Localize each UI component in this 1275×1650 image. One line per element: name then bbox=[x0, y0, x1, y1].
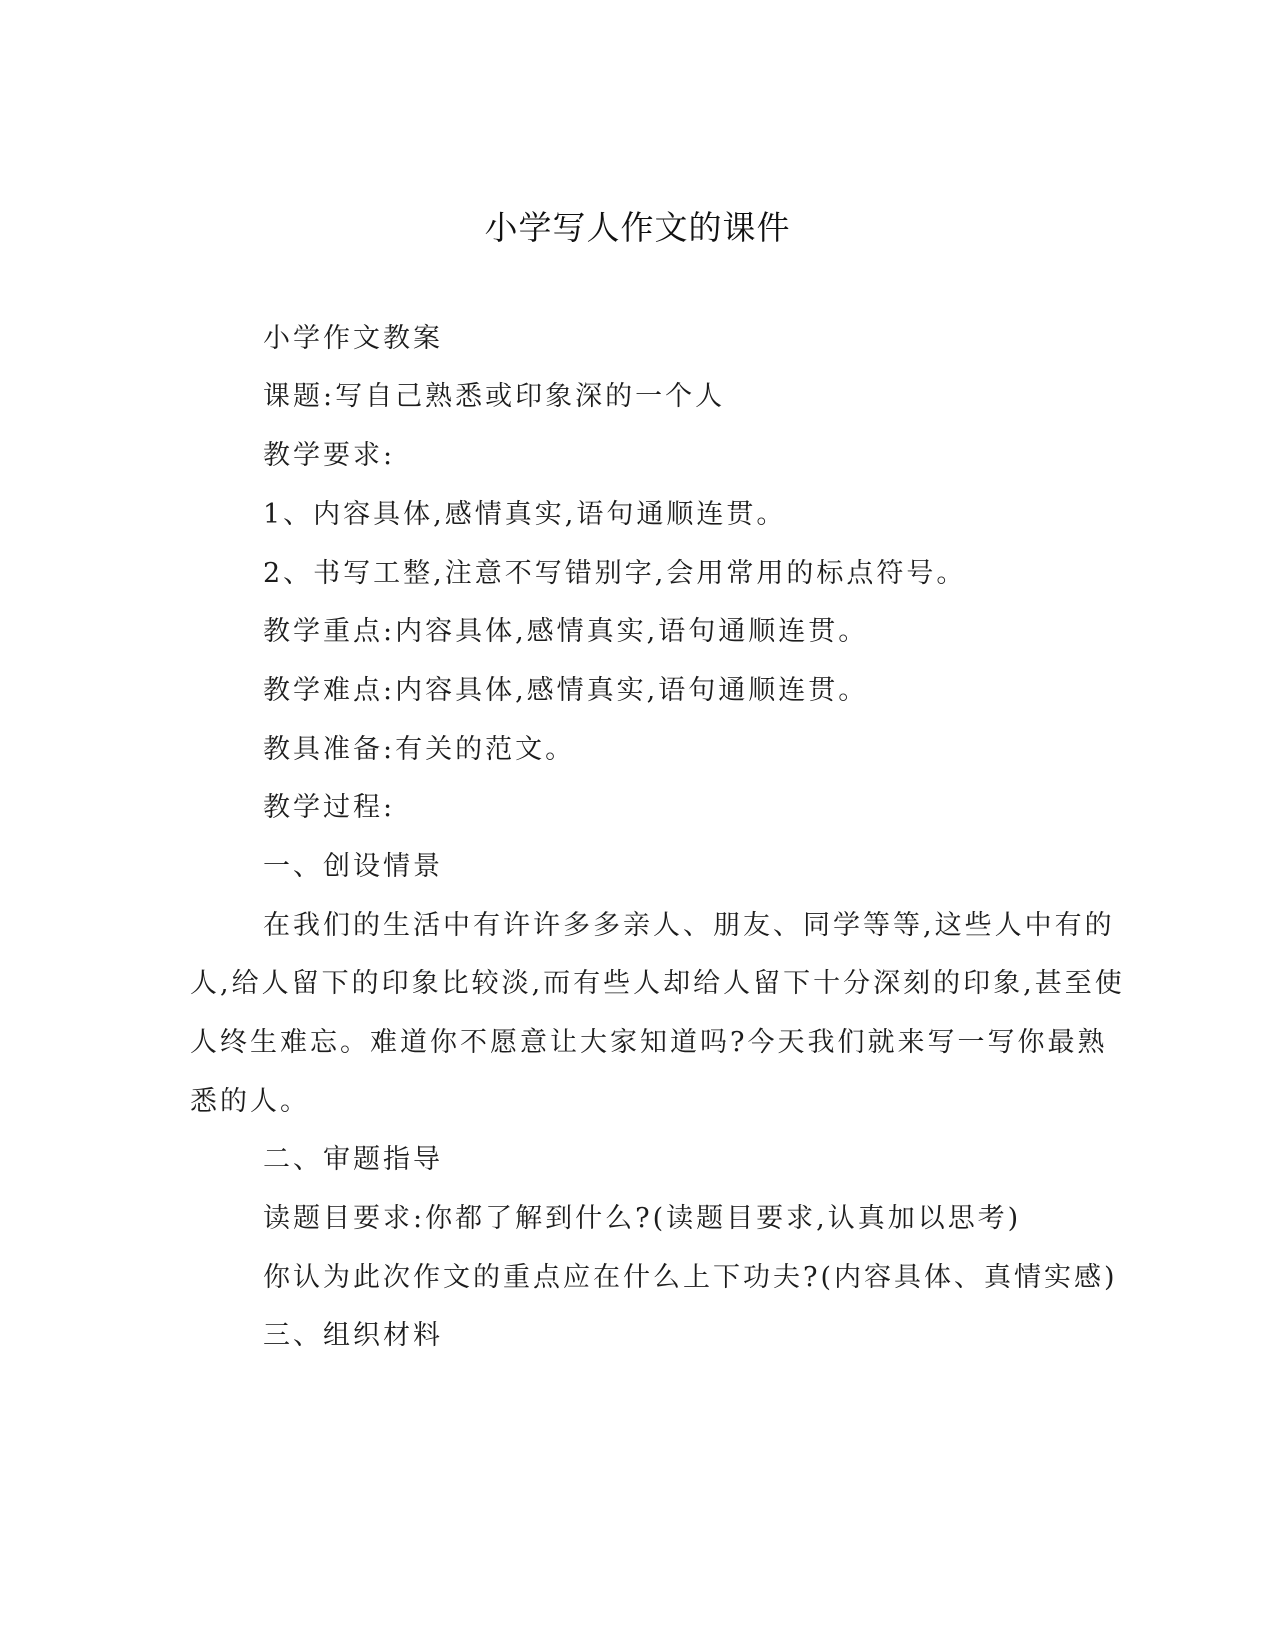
section-heading-3: 三、组织材料 bbox=[263, 1320, 443, 1351]
section-heading-1: 一、创设情景 bbox=[263, 851, 443, 882]
paragraph-line-3: 人终生难忘。难道你不愿意让大家知道吗?今天我们就来写一写你最熟 bbox=[190, 1027, 1108, 1058]
text-line-requirement-1: 1、内容具体,感情真实,语句通顺连贯。 bbox=[263, 499, 787, 530]
text-line-read-question: 读题目要求:你都了解到什么?(读题目要求,认真加以思考) bbox=[263, 1203, 1022, 1234]
text-line-key-point: 教学重点:内容具体,感情真实,语句通顺连贯。 bbox=[263, 616, 869, 647]
text-line-heading-lesson-plan: 小学作文教案 bbox=[263, 323, 443, 354]
paragraph-line-4: 悉的人。 bbox=[190, 1086, 310, 1117]
text-line-requirements-label: 教学要求: bbox=[263, 440, 396, 471]
paragraph-line-1: 在我们的生活中有许许多多亲人、朋友、同学等等,这些人中有的 bbox=[263, 910, 1115, 941]
text-line-process-label: 教学过程: bbox=[263, 792, 396, 823]
text-line-difficulty: 教学难点:内容具体,感情真实,语句通顺连贯。 bbox=[263, 675, 869, 706]
text-line-materials: 教具准备:有关的范文。 bbox=[263, 734, 576, 765]
section-heading-2: 二、审题指导 bbox=[263, 1144, 443, 1175]
text-line-focus-question: 你认为此次作文的重点应在什么上下功夫?(内容具体、真情实感) bbox=[263, 1262, 1118, 1293]
text-line-topic: 课题:写自己熟悉或印象深的一个人 bbox=[263, 381, 726, 412]
document-title: 小学写人作文的课件 bbox=[484, 208, 791, 247]
text-line-requirement-2: 2、书写工整,注意不写错别字,会用常用的标点符号。 bbox=[263, 558, 967, 589]
paragraph-line-2: 人,给人留下的印象比较淡,而有些人却给人留下十分深刻的印象,甚至使 bbox=[190, 968, 1125, 999]
